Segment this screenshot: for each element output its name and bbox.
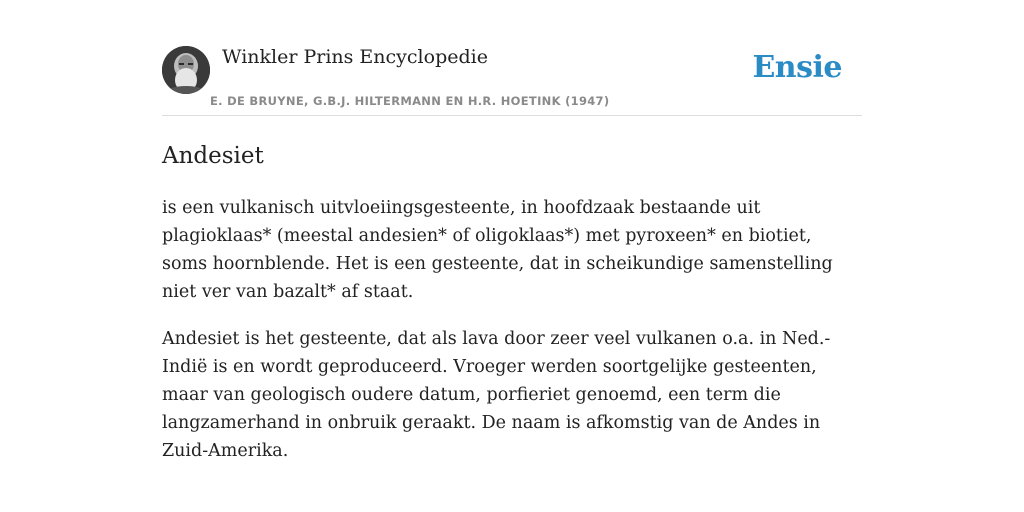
source-authors: E. DE BRUYNE, G.B.J. HILTERMANN EN H.R. HOETINK (1947) [210, 94, 610, 108]
author-avatar[interactable] [162, 46, 210, 94]
portrait-icon [162, 46, 210, 94]
page-container [162, 0, 862, 465]
source-header [162, 0, 862, 116]
article-headword: Andesiet [162, 143, 264, 169]
source-title[interactable]: Winkler Prins Encyclopedie [222, 46, 488, 68]
article-paragraph-2: Andesiet is het gesteente, dat als lava door zeer veel vulkanen o.a. in Ned.-Indië is en wordt geproduceerd. Vroeger werden soortgelijke gesteenten, maar van geologisch oudere datum, porfieriet genoemd, een term die langzamerhand in onbruik geraakt. De naam is afkomstig van de Andes in Zuid-Amerika. [162, 329, 831, 461]
ensie-logo-link[interactable]: Ensie [752, 50, 842, 85]
article-paragraph-1: is een vulkanisch uitvloeiingsgesteente, in hoofdzaak bestaande uit plagioklaas* (meestal andesien* of oligoklaas*) met pyroxeen* en biotiet, soms hoornblende. Het is een gesteente, dat in scheikundige samenstelling niet ver van bazalt* af staat. [162, 198, 833, 302]
